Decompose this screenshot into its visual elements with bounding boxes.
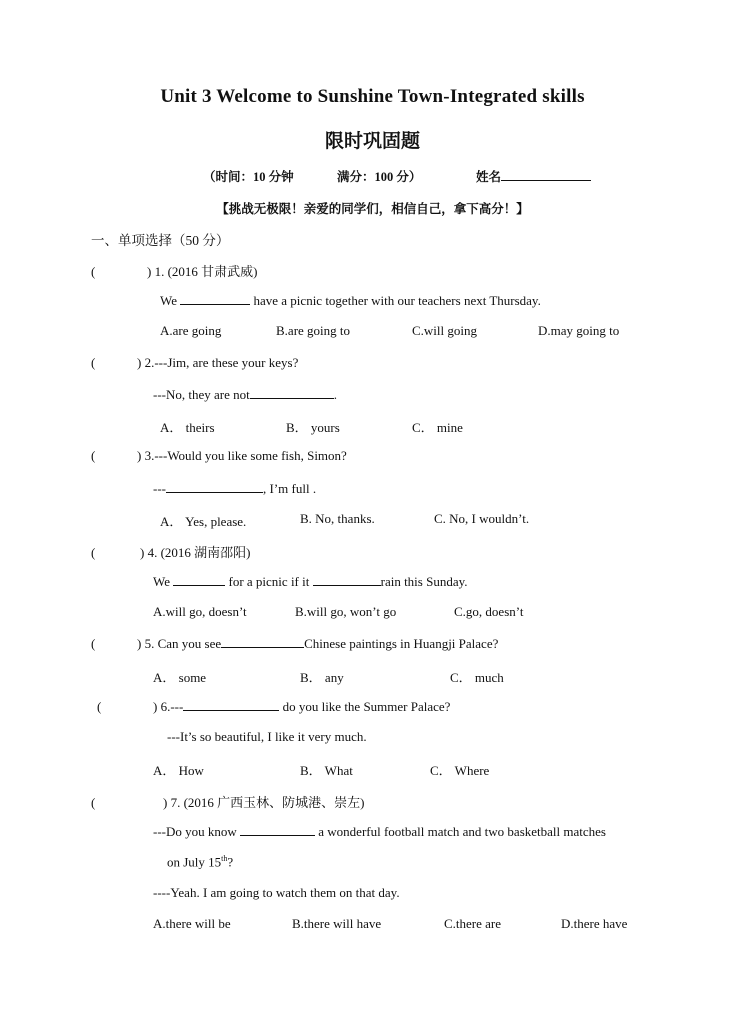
answer-blank [221, 635, 304, 648]
q1-option-a: A.are going [160, 323, 222, 338]
question-2: ( ) 2.---Jim, are these your keys? [91, 355, 299, 370]
q6-option-c: C． Where [430, 763, 490, 778]
q1-option-c: C.will going [412, 323, 478, 338]
q3-option-b: B. No, thanks. [300, 511, 375, 526]
question-7-stem-3: ----Yeah. I am going to watch them on that day. [153, 885, 400, 900]
answer-blank [180, 292, 250, 305]
question-2-stem: ---No, they are not . [153, 387, 337, 402]
question-6: ( ) 6.--- do you like the Summer Palace? [97, 699, 451, 714]
question-6-stem: ---It’s so beautiful, I like it very much. [167, 729, 367, 744]
q5-option-b: B． any [300, 670, 344, 685]
section-title: 一、单项选择（50 分） [91, 233, 230, 248]
q4-option-c: C.go, doesn’t [454, 604, 524, 619]
q7-option-b: B.there will have [292, 916, 382, 931]
question-3-stem: --- , I’m full . [153, 481, 317, 496]
q5-option-c: C． much [450, 670, 504, 685]
question-7: ( ) 7. (2016 广西玉林、防城港、崇左) [91, 795, 365, 810]
q4-option-a: A.will go, doesn’t [153, 604, 247, 619]
q2-option-c: C． mine [412, 420, 463, 435]
q3-option-c: C. No, I wouldn’t. [434, 511, 530, 526]
answer-blank [173, 573, 225, 586]
answer-blank [313, 573, 381, 586]
name-field [476, 167, 591, 185]
score-label: 满分：100 分） [337, 170, 422, 184]
question-4: ( ) 4. (2016 湖南邵阳) [91, 545, 251, 560]
q7-option-d: D.there have [561, 916, 628, 931]
answer-blank [166, 480, 263, 493]
q6-option-b: B． What [300, 763, 353, 778]
question-7-stem-2: on July 15th? [167, 854, 234, 870]
q2-option-b: B． yours [286, 420, 340, 435]
page-subtitle: 限时巩固题 [324, 131, 420, 152]
q6-option-a: A． How [153, 763, 204, 778]
page-title: Unit 3 Welcome to Sunshine Town-Integrated skills [160, 86, 585, 107]
name-label: 姓名 [476, 170, 502, 184]
question-4-stem: We for a picnic if it rain this Sunday. [153, 574, 468, 589]
question-5: ( ) 5. Can you see Chinese paintings in Huangji Palace? [91, 636, 499, 651]
q1-option-b: B.are going to [276, 323, 351, 338]
q4-option-b: B.will go, won’t go [295, 604, 397, 619]
q7-option-a: A.there will be [153, 916, 231, 931]
name-blank [501, 168, 591, 181]
q2-option-a: A． theirs [160, 420, 215, 435]
q3-option-a: A． Yes, please. [160, 514, 247, 529]
answer-blank [240, 823, 315, 836]
answer-blank [250, 386, 334, 399]
q1-option-d: D.may going to [538, 323, 620, 338]
question-7-stem: ---Do you know a wonderful football match and two basketball matches [153, 824, 606, 839]
time-label: （时间：10 分钟 [203, 170, 294, 184]
question-1-stem: We have a picnic together with our teachers next Thursday. [160, 293, 541, 308]
answer-blank [183, 698, 279, 711]
question-3: ( ) 3.---Would you like some fish, Simon? [91, 448, 347, 463]
slogan: 【挑战无极限！亲爱的同学们，相信自己，拿下高分！】 [216, 202, 529, 216]
question-1: ( ) 1. (2016 甘肃武威) [91, 264, 258, 279]
q7-option-c: C.there are [444, 916, 502, 931]
q5-option-a: A． some [153, 670, 207, 685]
